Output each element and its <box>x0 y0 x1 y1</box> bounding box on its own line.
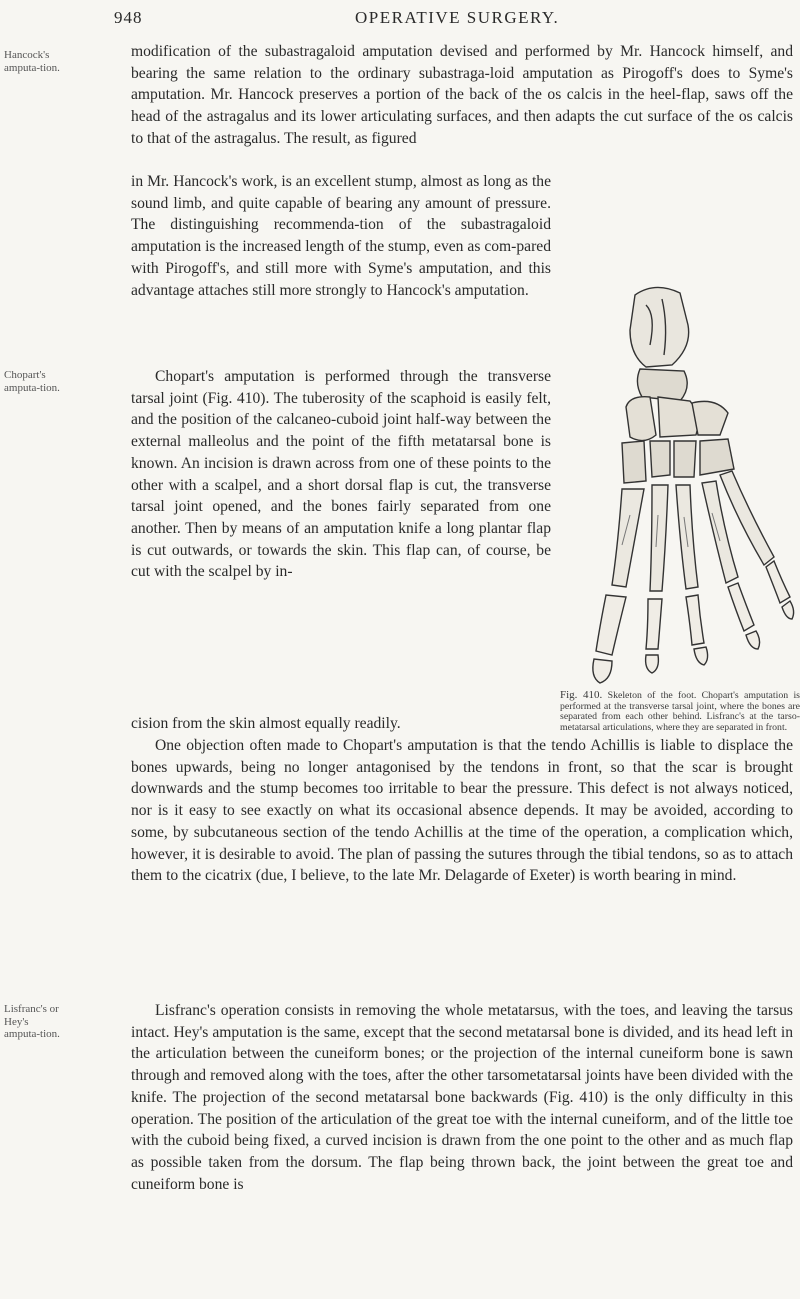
paragraph-lisfranc: Lisfranc's operation consists in removing the whole metatarsus, with the toes, and leaving the tarsus intact. Hey's amputation is the same, except that the second metatarsal bone is divided, and its head left in the articulation between the cuneiform bones; or the projection of the internal cuneiform bone is sawn through and removed along with the toes, after the other tarsometatarsal joints have been divided with the knife. The projection of the second metatarsal bone backwards (Fig. 410) is the only difficulty in this operation. The position of the articulation of the great toe with the internal cuneiform, and of the little toe with the cuboid being fixed, a curved incision is drawn from the one point to the other and as much flap as possible taken from the dorsum. The flap being thrown back, the joint between the great toe and cuneiform bone is <box>131 1002 793 1193</box>
paragraph-chopart-end: cision from the skin almost equally readily. <box>131 715 401 732</box>
paragraph-chopart-objection: One objection often made to Chopart's amputation is that the tendo Achillis is liable to displace the bones upwards, being no longer antagonised by the tendons in front, so that the scar is brought downwards and the stump becomes too irritable to bear the pressure. This defect is not always noticed, nor is it easy to see exactly on what its occasional absence depends. It may be avoided, according to some, by subcutaneous section of the tendo Achillis at the time of the operation, a complication which, however, it is desirable to avoid. The plan of passing the sutures through the tibial tendons, so as to attach them to the cicatrix (due, I believe, to the late Mr. Delagarde of Exeter) is worth bearing in mind. <box>131 737 793 885</box>
foot-skeleton-illustration <box>560 285 800 695</box>
margin-note-lisfranc: Lisfranc's or Hey's amputa-tion. <box>4 1003 60 1040</box>
running-title: OPERATIVE SURGERY. <box>355 8 560 27</box>
paragraph-chopart: Chopart's amputation is performed through the transverse tarsal joint (Fig. 410). The tuberosity of the scaphoid is easily felt, and the position of the calcaneo-cuboid joint half-way between the external malleolus and the point of the fifth metatarsal bone is known. An incision is drawn across from one of these points to the other with a scalpel, and a short dorsal flap is cut, the transverse tarsal joint opened, and the bones fairly separated from one another. Then by means of an amputation knife a long plantar flap is cut outwards, or towards the skin. This flap can, of course, be cut with the scalpel by in- <box>131 368 551 581</box>
margin-note-chopart: Chopart's amputa-tion. <box>4 369 60 394</box>
paragraph-hancock-intro: modification of the subastragaloid amputation devised and performed by Mr. Hancock himself, and bearing the same relation to the ordinary subastraga-loid amputation as Pirogoff's does to Syme's amputation. Mr. Hancock preserves a portion of the back of the os calcis in the heel-flap, saws off the head of the astragalus and its lower articulating surfaces, and then adapts the cut surface of the os calcis to that of the astragalus. The result, as figured <box>131 43 793 147</box>
page-number: 948 <box>114 8 143 27</box>
paragraph-hancock-result: in Mr. Hancock's work, is an excellent stump, almost as long as the sound limb, and quite capable of bearing any amount of pressure. The distinguishing recommenda-tion of the subastragaloid amputation is the increased length of the stump, even as com-pared with Pirogoff's, and still more with Syme's amputation, and this advantage attaches still more strongly to Hancock's amputation. <box>131 173 551 299</box>
figure-caption-label: Fig. 410. <box>560 689 603 701</box>
figure-caption <box>560 690 800 733</box>
margin-note-hancock: Hancock's amputa-tion. <box>4 49 60 74</box>
figure-caption-text: Skeleton of the foot. Chopart's amputation is performed at the transverse tarsal joint, where the bones are separated from each other behind. Lisfranc's at the tarso-metatarsal articulations, where they are separated in front. <box>560 690 800 733</box>
page-header <box>0 8 800 30</box>
